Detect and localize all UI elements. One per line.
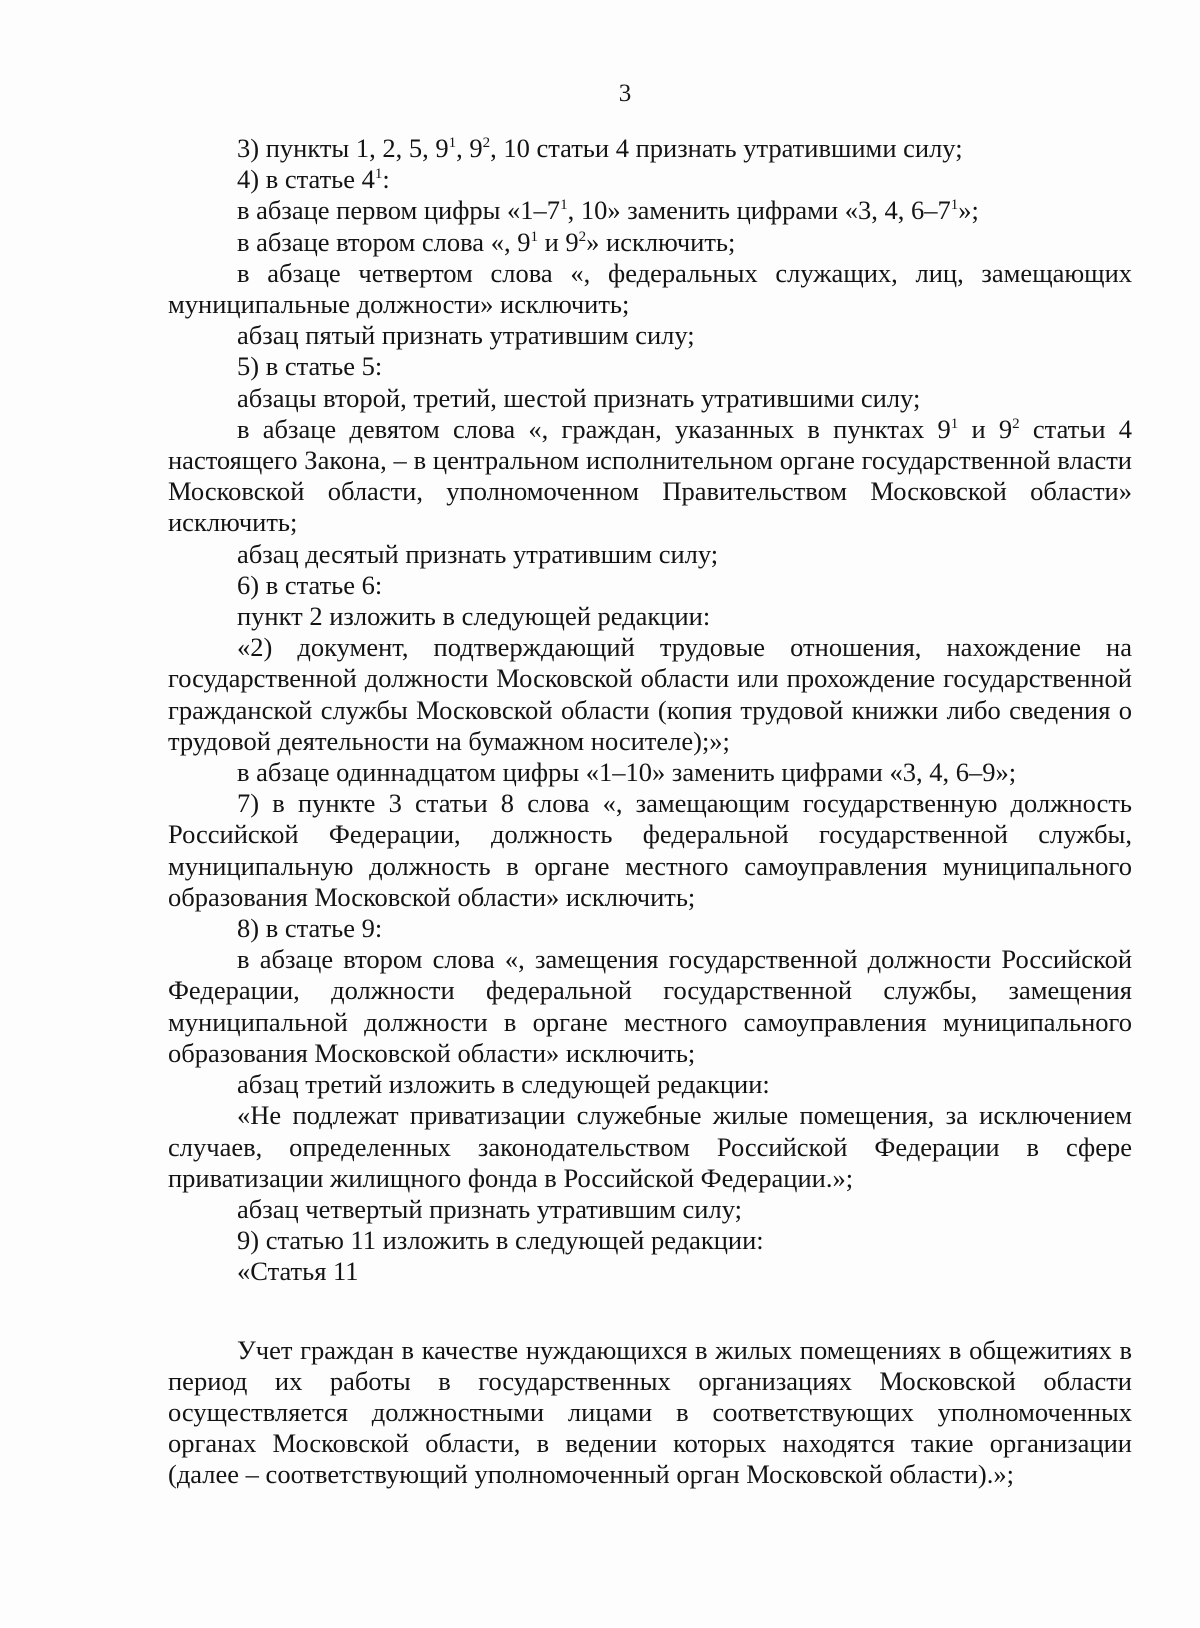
paragraph-abzacy-second-third-sixth: абзацы второй, третий, шестой признать утратившими силу; bbox=[237, 382, 921, 413]
paragraph-quote-privatization: «Не подлежат приватизации служебные жилые помещения, за исключением случаев, определенных законодательством Российской Федерации в сфере приватизации жилищного фонда в Российской Федерации.»; bbox=[168, 1100, 1132, 1193]
paragraph-abzac-fourth-art9: абзац четвертый признать утратившим силу; bbox=[237, 1193, 742, 1224]
paragraph-abzac-second-art9: в абзаце втором слова «, замещения государственной должности Российской Федерации, должности федеральной государственной службы, замещения муниципальной должности в органе местного самоуправления муниципального образования Московской области» исключить; bbox=[168, 944, 1132, 1068]
paragraph-abzac-eleventh: в абзаце одиннадцатом цифры «1–10» заменить цифрами «3, 4, 6–9»; bbox=[237, 757, 1017, 788]
page-number: 3 bbox=[618, 80, 632, 107]
document-body bbox=[168, 133, 1132, 1491]
paragraph-abzac-fourth: в абзаце четвертом слова «, федеральных служащих, лиц, замещающих муниципальные должности» исключить; bbox=[168, 257, 1132, 320]
spacer bbox=[168, 1288, 1132, 1335]
paragraph-item-4: 4) в статье $4^1$: bbox=[237, 164, 390, 195]
paragraph-abzac-tenth: абзац десятый признать утратившим силу; bbox=[237, 538, 719, 569]
paragraph-abzac-second: в абзаце втором слова «, $9^1$ и $9^2$» исключить; bbox=[237, 226, 736, 257]
paragraph-abzac-fifth: абзац пятый признать утратившим силу; bbox=[237, 320, 695, 351]
paragraph-item-6: 6) в статье 6: bbox=[237, 569, 383, 600]
paragraph-abzac-third-art9: абзац третий изложить в следующей редакции: bbox=[237, 1069, 770, 1100]
paragraph-punkt-2: пункт 2 изложить в следующей редакции: bbox=[237, 601, 711, 632]
paragraph-item-7: 7) в пункте 3 статьи 8 слова «, замещающим государственную должность Российской Федерации, должность федеральной государственной службы, муниципальную должность в органе местного самоуправления муниципального образования Московской области» исключить; bbox=[168, 788, 1132, 912]
article-11-heading: «Статья 11 bbox=[237, 1256, 359, 1287]
paragraph-quote-document: «2) документ, подтверждающий трудовые отношения, нахождение на государственной должности Московской области или прохождение государственной гражданской службы Московской области (копия трудовой книжки либо сведения о трудовой деятельности на бумажном носителе);»; bbox=[168, 632, 1132, 756]
paragraph-abzac-ninth: в абзаце девятом слова «, граждан, указанных в пунктах $9^1$ и $9^2$ статьи 4 настоящего Закона, – в центральном исполнительном органе государственной власти Московской области, уполномоченном Правительством Московской области» исключить; bbox=[168, 413, 1133, 538]
paragraph-item-3: 3) пункты 1, 2, 5, $9^1$, $9^2$, 10 статьи 4 признать утратившими силу; bbox=[237, 133, 963, 163]
paragraph-item-8: 8) в статье 9: bbox=[237, 913, 383, 944]
paragraph-article-11-text: Учет граждан в качестве нуждающихся в жилых помещениях в общежитиях в период их работы в государственных организациях Московской области осуществляется должностными лицами в соответствующих уполномоченных органах Московской области, в ведении которых находятся такие организации (далее – соответствующий уполномоченный орган Московской области).»; bbox=[168, 1334, 1132, 1490]
paragraph-item-9: 9) статью 11 изложить в следующей редакции: bbox=[237, 1225, 764, 1256]
paragraph-abzac-first: в абзаце первом цифры «$1-7^1$, 10» заменить цифрами «3, 4, $6-7^1$»; bbox=[237, 195, 979, 226]
paragraph-item-5: 5) в статье 5: bbox=[237, 351, 383, 382]
